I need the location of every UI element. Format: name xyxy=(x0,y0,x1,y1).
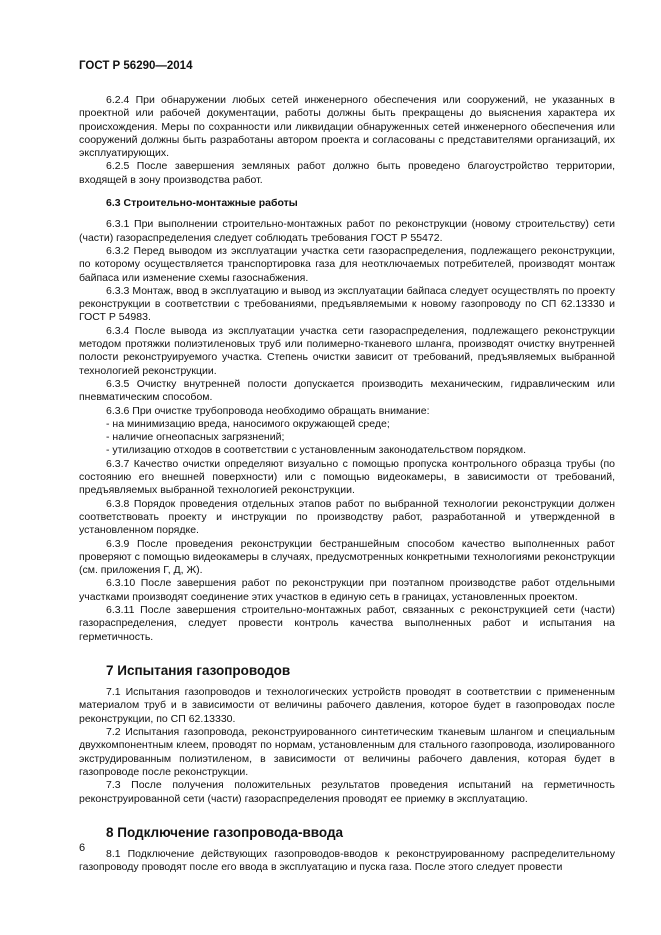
paragraph-6-3-9: 6.3.9 После проведения реконструкции бестраншейным способом качество выполненных работ проверяют с помощью видеокамеры в случаях, предусмотренных конкретными технологиями реконструкции (см. приложения Г, Д, Ж). xyxy=(79,537,615,577)
list-item: - утилизацию отходов в соответствии с установленным законодательством порядком. xyxy=(106,444,526,457)
section-heading-8: 8 Подключение газопровода-ввода xyxy=(106,824,344,840)
list-item: - на минимизацию вреда, наносимого окружающей среде; xyxy=(106,417,390,430)
paragraph-7-1: 7.1 Испытания газопроводов и технологических устройств проводят в соответствии с примененным материалом труб и в зависимости от величины рабочего давления, которое будет в газопроводах после реконструкции, по СП 62.13330. xyxy=(79,686,615,725)
subsection-heading-6-3: 6.3 Строительно-монтажные работы xyxy=(106,197,298,210)
paragraph-6-3-4: 6.3.4 После вывода из эксплуатации участка сети газораспределения, подлежащего реконструкции методом протяжки полиэтиленовых труб или полимерно-тканевого шланга, производят очистку внутренней полости реконструируемого участка. Степень очистки зависит от требований, предъявляемых выбранной технологией реконструкции. xyxy=(79,324,615,377)
section-heading-7: 7 Испытания газопроводов xyxy=(106,662,291,678)
document-header: ГОСТ Р 56290—2014 xyxy=(79,60,193,72)
paragraph-6-3-3: 6.3.3 Монтаж, ввод в эксплуатацию и вывод из эксплуатации байпаса следует осуществлять по проекту реконструкции в соответствии с требованиями, предъявляемыми к новому газопроводу по СП 62.13330 и ГОСТ Р 54983. xyxy=(79,284,615,324)
page-number: 6 xyxy=(79,842,86,854)
paragraph-6-3-8: 6.3.8 Порядок проведения отдельных этапов работ по выбранной технологии реконструкции должен соответствовать проекту и инструкции по производству работ, разработанной и утвержденной в установленном порядке. xyxy=(79,497,615,537)
paragraph-6-3-7: 6.3.7 Качество очистки определяют визуально с помощью пропуска контрольного образца трубы (по состоянию его внешней поверхности) или с помощью видеокамеры, в зависимости от требований, предъявляемых выбранной технологией реконструкции. xyxy=(79,457,615,497)
paragraph-6-2-4: 6.2.4 При обнаружении любых сетей инженерного обеспечения или сооружений, не указанных в проектной или рабочей документации, работы должны быть прекращены до выяснения характера их происхождения. Меры по сохранности или ликвидации обнаруженных сетей инженерного обеспечения или сооружений должны быть разработаны автором проекта и согласованы с представителями организаций, их эксплуатирующих. xyxy=(79,94,615,160)
paragraph-6-3-11: 6.3.11 После завершения строительно-монтажных работ, связанных с реконструкцией сети (части) газораспределения, следует провести контроль качества выполненных работ и испытания на герметичность. xyxy=(79,603,615,643)
paragraph-6-3-10: 6.3.10 После завершения работ по реконструкции при поэтапном производстве работ отдельными участками производят соединение этих участков в единую сеть в границах, установленных проектом. xyxy=(79,577,615,603)
page-content xyxy=(79,94,615,875)
paragraph-6-2-5: 6.2.5 После завершения земляных работ должно быть проведено благоустройство территории, входящей в зону производства работ. xyxy=(79,160,615,186)
paragraph-7-2: 7.2 Испытания газопровода, реконструированного синтетическим тканевым шлангом и специальным двухкомпонентным клеем, проводят по нормам, установленным для стального газопровода, изолированного экструдированным полиэтиленом, в зависимости от величины рабочего давления, которая будет в газопроводе после реконструкции. xyxy=(79,726,615,778)
paragraph-7-3: 7.3 После получения положительных результатов проведения испытаний на герметичность реконструированной сети (части) газораспределения проводят ее приемку в эксплуатацию. xyxy=(79,779,615,805)
paragraph-6-3-5: 6.3.5 Очистку внутренней полости допускается производить механическим, гидравлическим или пневматическим способом. xyxy=(79,377,615,404)
paragraph-8-1: 8.1 Подключение действующих газопроводов-вводов к реконструированному распределительному газопроводу проводят после его ввода в эксплуатацию и пуска газа. После этого следует провести xyxy=(79,848,615,874)
list-item: - наличие огнеопасных загрязнений; xyxy=(106,431,285,444)
paragraph-6-3-6: 6.3.6 При очистке трубопровода необходимо обращать внимание: xyxy=(106,404,430,417)
paragraph-6-3-1: 6.3.1 При выполнении строительно-монтажных работ по реконструкции (новому строительству) сети (части) газораспределения следует соблюдать требования ГОСТ Р 55472. xyxy=(79,218,615,244)
paragraph-6-3-2: 6.3.2 Перед выводом из эксплуатации участка сети газораспределения, подлежащего реконструкции, по которому осуществляется транспортировка газа для неотключаемых потребителей, производят монтаж байпаса или изменение схемы газоснабжения. xyxy=(79,244,615,284)
